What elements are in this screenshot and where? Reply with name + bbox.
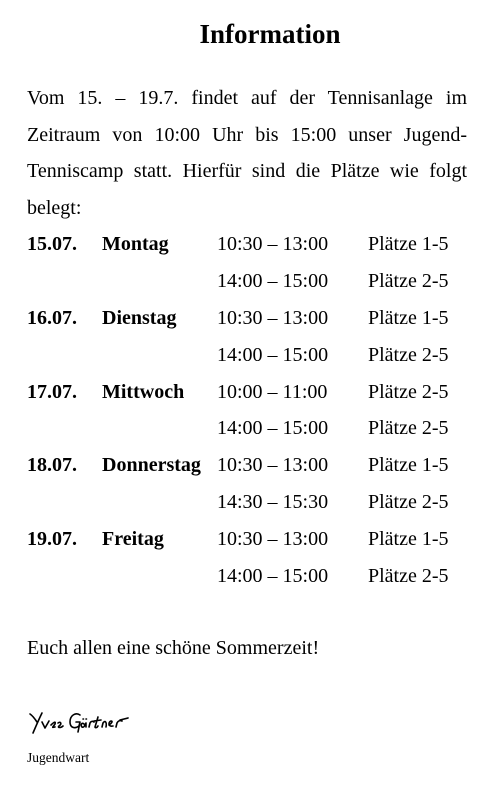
intro-line: belegt: — [27, 196, 82, 219]
schedule-row — [27, 337, 477, 374]
schedule-time: 10:00 – 11:00 — [217, 380, 328, 403]
intro-line: Vom 15. – 19.7. findet auf der Tennisanlage im — [27, 87, 467, 109]
schedule-row — [27, 447, 477, 484]
schedule-courts: Plätze 2-5 — [368, 343, 449, 366]
intro-line: Zeitraum von 10:00 Uhr bis 15:00 unser Jugend- — [27, 123, 467, 146]
schedule-time: 14:00 – 15:00 — [217, 565, 329, 588]
schedule-courts: Plätze 1-5 — [368, 306, 449, 329]
signature-role: Jugendwart — [27, 750, 90, 765]
schedule-courts: Plätze 2-5 — [368, 491, 449, 514]
schedule-date: 18.07. — [27, 454, 77, 477]
intro-paragraph — [27, 80, 467, 226]
schedule-table — [27, 226, 477, 595]
schedule-time: 14:00 – 15:00 — [217, 269, 329, 292]
schedule-courts: Plätze 1-5 — [368, 233, 449, 255]
schedule-time: 14:00 – 15:00 — [217, 343, 329, 366]
schedule-courts: Plätze 2-5 — [368, 269, 449, 292]
schedule-courts: Plätze 2-5 — [368, 380, 449, 403]
schedule-row — [27, 263, 477, 300]
schedule-time: 10:30 – 13:00 — [217, 306, 329, 329]
schedule-time: 10:30 – 13:00 — [217, 233, 329, 255]
schedule-time: 10:30 – 13:00 — [217, 454, 329, 477]
schedule-courts: Plätze 1-5 — [368, 454, 449, 477]
document-title: Information — [199, 19, 341, 49]
schedule-day: Dienstag — [102, 306, 177, 329]
schedule-row — [27, 484, 477, 521]
schedule-courts: Plätze 2-5 — [368, 565, 449, 588]
schedule-date: 17.07. — [27, 380, 77, 403]
schedule-time: 10:30 – 13:00 — [217, 528, 329, 551]
schedule-day: Montag — [102, 233, 169, 255]
closing-line: Euch allen eine schöne Sommerzeit! — [27, 637, 320, 659]
schedule-row — [27, 410, 477, 447]
schedule-courts: Plätze 2-5 — [368, 417, 449, 440]
schedule-date: 16.07. — [27, 306, 77, 329]
schedule-day: Mittwoch — [102, 380, 185, 403]
schedule-row — [27, 374, 477, 411]
schedule-day: Donnerstag — [102, 454, 201, 477]
schedule-time: 14:00 – 15:00 — [217, 417, 329, 440]
schedule-row — [27, 300, 477, 337]
intro-line: Tenniscamp statt. Hierfür sind die Plätze wie folgt — [27, 160, 467, 182]
handwritten-signature — [28, 706, 140, 740]
schedule-time: 14:30 – 15:30 — [217, 491, 329, 514]
schedule-row — [27, 521, 477, 558]
schedule-date: 19.07. — [27, 528, 77, 551]
schedule-row — [27, 226, 477, 263]
schedule-day: Freitag — [102, 528, 164, 551]
schedule-row — [27, 558, 477, 595]
schedule-date: 15.07. — [27, 233, 77, 255]
schedule-courts: Plätze 1-5 — [368, 528, 449, 551]
